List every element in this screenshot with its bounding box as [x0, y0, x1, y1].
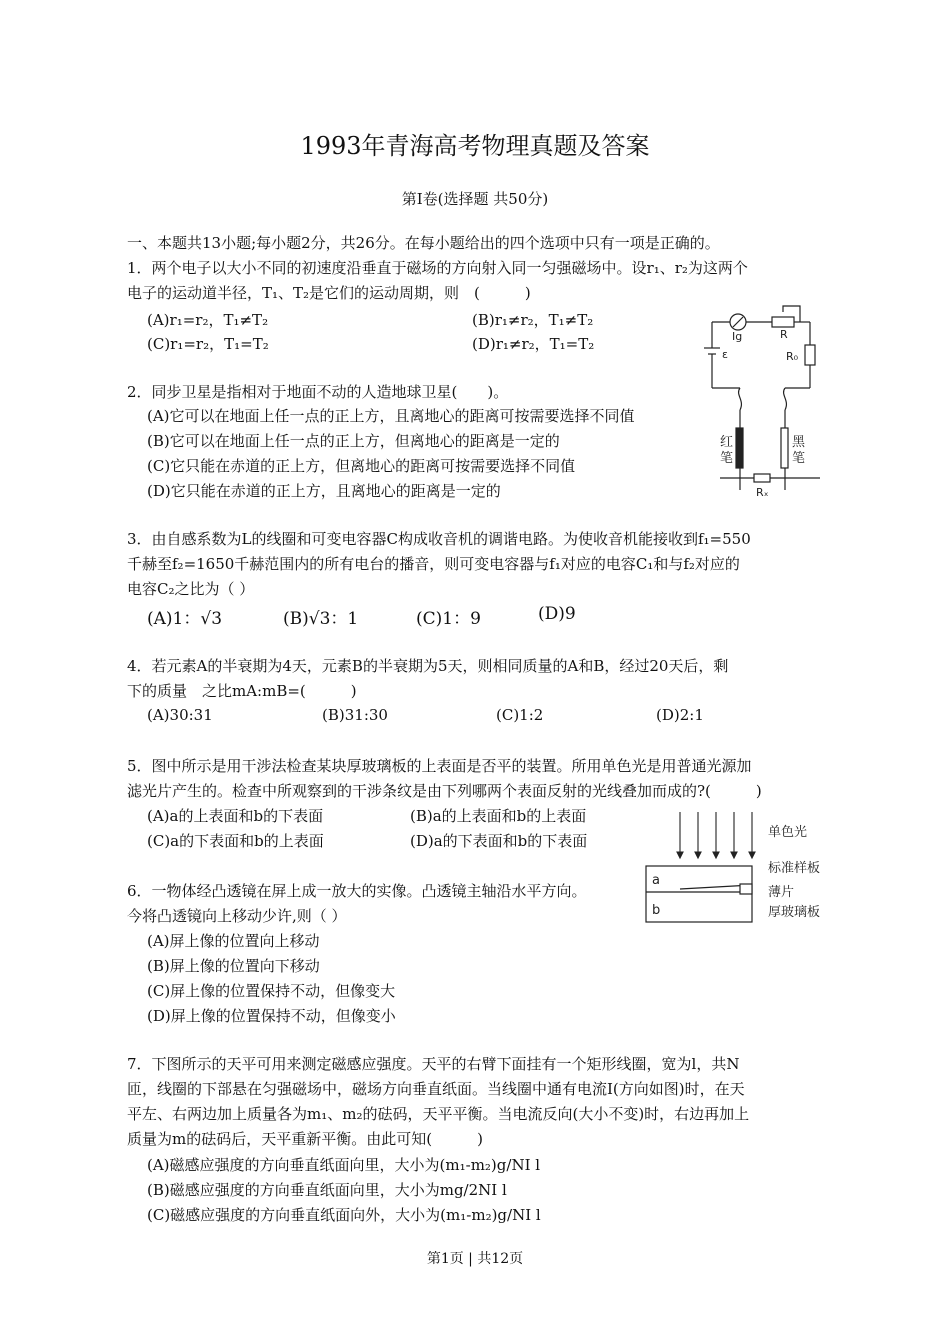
q3-option-d: (D)9 — [538, 604, 576, 624]
q2-option-b: (B)它可以在地面上任一点的正上方，但离地心的距离是一定的 — [147, 432, 560, 450]
label-thick-glass: 厚玻璃板 — [768, 905, 821, 920]
label-r: R — [780, 328, 788, 341]
section-subtitle: 第Ⅰ卷(选择题 共50分) — [401, 190, 549, 208]
q1-option-c: (C)r₁=r₂，T₁=T₂ — [147, 335, 269, 353]
thin-sheet-icon — [740, 884, 752, 894]
q5-option-b: (B)a的上表面和b的上表面 — [410, 807, 587, 825]
q1-stem-line1: 1．两个电子以大小不同的初速度沿垂直于磁场的方向射入同一匀强磁场中。设r₁、r₂为这两个 — [127, 259, 748, 277]
q5-option-c: (C)a的下表面和b的上表面 — [147, 832, 324, 850]
q3-option-a: (A)1：√3 — [147, 609, 223, 629]
variable-resistor-icon — [772, 317, 794, 327]
label-red-2: 笔 — [720, 451, 734, 466]
q6-option-a: (A)屏上像的位置向上移动 — [147, 932, 320, 950]
q6-stem-line2: 今将凸透镜向上移动少许,则（ ） — [127, 907, 347, 925]
q4-stem-line2: 下的质量 之比mA:mB=( ) — [127, 682, 357, 700]
section-intro: 一、本题共13小题;每小题2分，共26分。在每小题给出的四个选项中只有一项是正确的。 — [127, 234, 720, 252]
q7-stem-line3: 平左、右两边加上质量各为m₁、m₂的砝码，天平平衡。当电流反向(大小不变)时，右边再加上 — [127, 1105, 750, 1123]
q7-option-a: (A)磁感应强度的方向垂直纸面向里，大小为(m₁-m₂)g/NI l — [147, 1156, 541, 1174]
q7-stem-line2: 匝，线圈的下部悬在匀强磁场中，磁场方向垂直纸面。当线圈中通有电流I(方向如图)时，在天 — [127, 1080, 745, 1098]
q3-stem-line1: 3．由自感系数为L的线圈和可变电容器C构成收音机的调谐电路。为使收音机能接收到f₁=550 — [127, 530, 751, 548]
q2-option-d: (D)它只能在赤道的正上方，且离地心的距离是一定的 — [147, 482, 501, 500]
label-monochromatic-light: 单色光 — [768, 825, 808, 840]
resistor-rx-icon — [754, 474, 770, 482]
q6-option-b: (B)屏上像的位置向下移动 — [147, 957, 320, 975]
black-probe-icon — [781, 428, 788, 468]
page-title: 1993年青海高考物理真题及答案 — [300, 132, 650, 160]
label-thin-sheet: 薄片 — [768, 885, 795, 900]
label-black: 黑 — [792, 435, 806, 450]
q4-option-b: (B)31:30 — [322, 706, 388, 724]
q2-stem: 2．同步卫星是指相对于地面不动的人造地球卫星( )。 — [127, 383, 509, 401]
label-black-2: 笔 — [792, 451, 806, 466]
resistor-r0-icon — [805, 345, 815, 365]
q3-stem-line2: 千赫至f₂=1650千赫范围内的所有电台的播音，则可变电容器与f₁对应的电容C₁和与f₂对应的 — [127, 555, 740, 573]
label-r0: R₀ — [786, 350, 799, 363]
q7-option-c: (C)磁感应强度的方向垂直纸面向外，大小为(m₁-m₂)g/NI l — [147, 1206, 541, 1224]
glass-block-icon — [646, 866, 752, 922]
label-standard-plate: 标准样板 — [768, 861, 821, 876]
q6-option-d: (D)屏上像的位置保持不动，但像变小 — [147, 1007, 396, 1025]
q7-stem-line4: 质量为m的砝码后，天平重新平衡。由此可知( ) — [127, 1130, 483, 1148]
red-probe-icon — [736, 428, 743, 468]
q4-option-d: (D)2:1 — [656, 706, 704, 724]
q5-option-d: (D)a的下表面和b的下表面 — [410, 832, 588, 850]
q5-option-a: (A)a的上表面和b的下表面 — [147, 807, 324, 825]
q4-stem-line1: 4．若元素A的半衰期为4天，元素B的半衰期为5天，则相同质量的A和B，经过20天后，剩 — [127, 657, 729, 675]
label-emf: ε — [722, 348, 728, 361]
q1-option-b: (B)r₁≠r₂，T₁≠T₂ — [472, 311, 594, 329]
q4-option-a: (A)30:31 — [147, 706, 213, 724]
q3-option-b: (B)√3：1 — [283, 609, 359, 629]
label-ig: Ig — [732, 330, 743, 343]
q3-option-c: (C)1：9 — [416, 609, 481, 629]
q6-option-c: (C)屏上像的位置保持不动，但像变大 — [147, 982, 396, 1000]
q2-option-a: (A)它可以在地面上任一点的正上方，且离地心的距离可按需要选择不同值 — [147, 407, 635, 425]
q1-option-d: (D)r₁≠r₂，T₁=T₂ — [472, 335, 595, 353]
q3-stem-line3: 电容C₂之比为（ ） — [127, 580, 255, 598]
q5-stem-line1: 5．图中所示是用干涉法检查某块厚玻璃板的上表面是否平的装置。所用单色光是用普通光源加 — [127, 757, 752, 775]
label-a: a — [652, 873, 660, 888]
q6-stem-line1: 6．一物体经凸透镜在屏上成一放大的实像。凸透镜主轴沿水平方向。 — [127, 882, 587, 900]
q7-stem-line1: 7．下图所示的天平可用来测定磁感应强度。天平的右臂下面挂有一个矩形线圈，宽为l，共N — [127, 1055, 740, 1073]
q1-stem-line2: 电子的运动道半径，T₁、T₂是它们的运动周期，则 ( ) — [127, 284, 531, 302]
interference-diagram — [640, 808, 840, 926]
q4-option-c: (C)1:2 — [496, 706, 544, 724]
page-footer: 第1页 | 共12页 — [426, 1251, 524, 1267]
label-b: b — [652, 903, 661, 918]
label-rx: Rₓ — [756, 486, 769, 499]
q2-option-c: (C)它只能在赤道的正上方，但离地心的距离可按需要选择不同值 — [147, 457, 576, 475]
q5-stem-line2: 滤光片产生的。检查中所观察到的干涉条纹是由下列哪两个表面反射的光线叠加而成的?( ) — [127, 782, 762, 800]
ohmmeter-circuit-diagram — [700, 300, 830, 500]
q1-option-a: (A)r₁=r₂，T₁≠T₂ — [147, 311, 269, 329]
q7-option-b: (B)磁感应强度的方向垂直纸面向里，大小为mg/2NI l — [147, 1181, 507, 1199]
label-red: 红 — [720, 435, 734, 450]
